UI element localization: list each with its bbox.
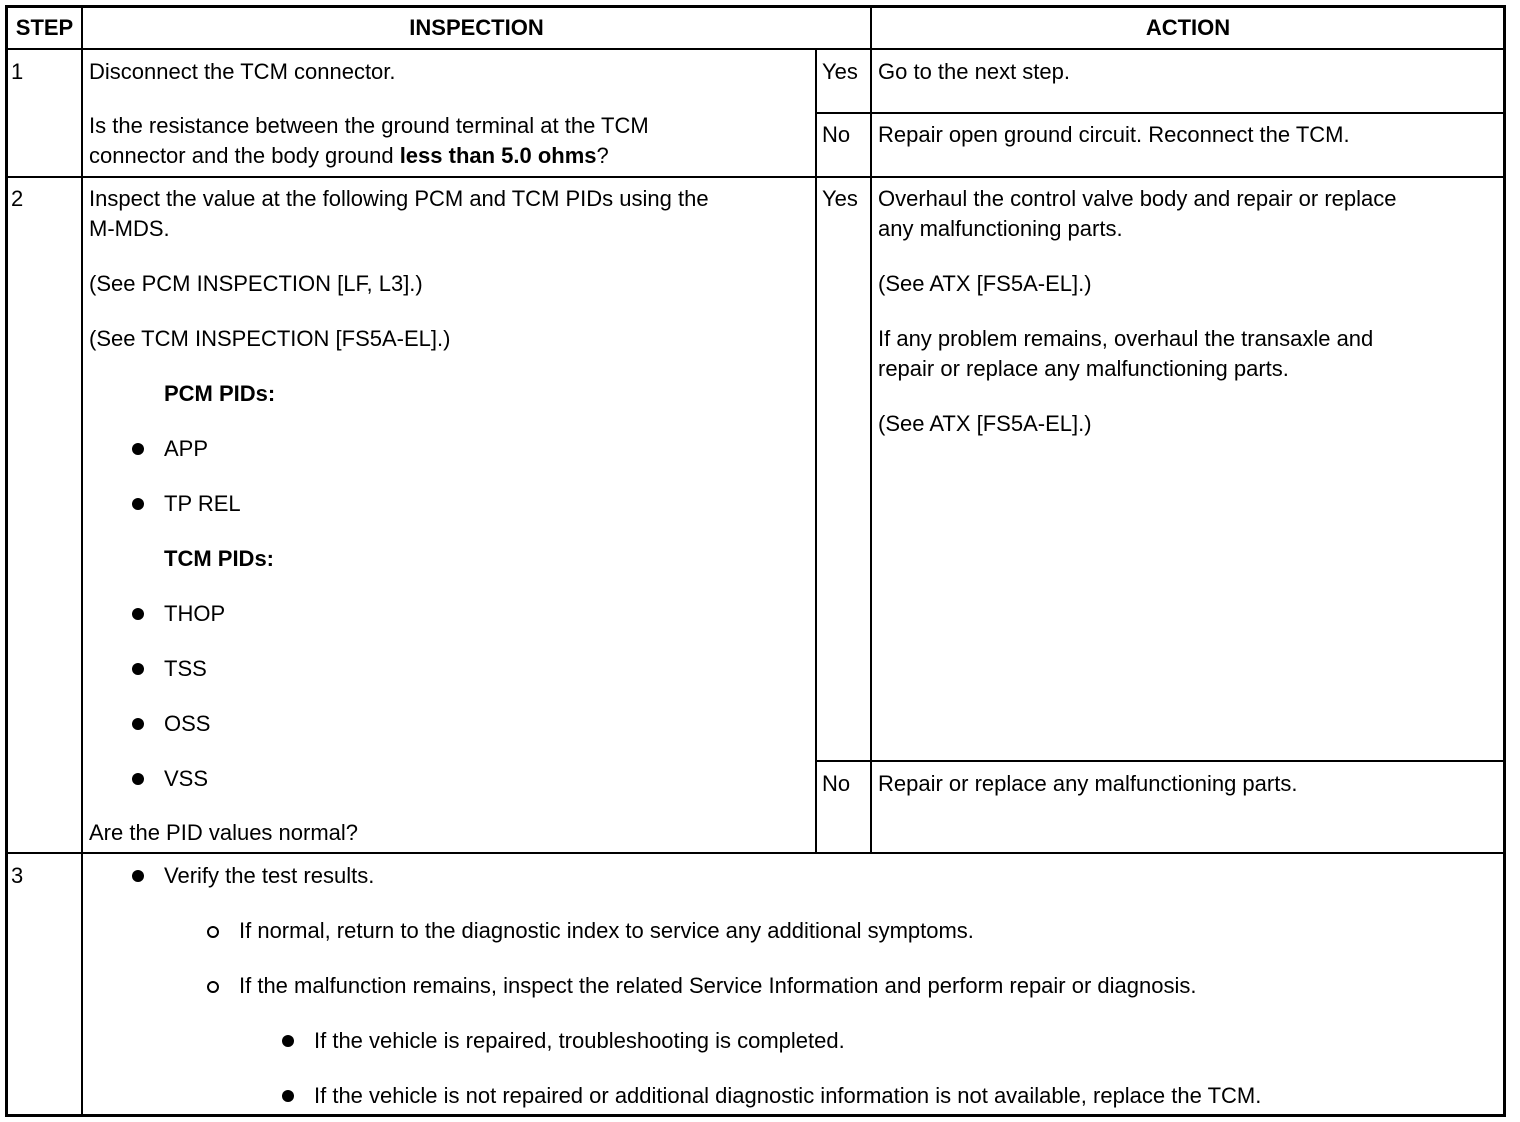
header-action: ACTION	[1145, 15, 1231, 40]
step-number: 1	[11, 59, 24, 84]
yes-label: Yes	[822, 59, 858, 84]
bullet-icon	[132, 663, 144, 675]
no-label: No	[822, 771, 851, 796]
bullet-icon	[132, 773, 144, 785]
result-subitem: If the malfunction remains, inspect the related Service Information and perform repair or diagnosis.	[239, 973, 1197, 998]
column-divider	[81, 6, 83, 1116]
pid-item: OSS	[164, 711, 211, 736]
step-number: 2	[11, 186, 24, 211]
bullet-icon	[132, 498, 144, 510]
action-text: If any problem remains, overhaul the transaxle and	[878, 326, 1374, 351]
action-text: any malfunctioning parts.	[878, 216, 1123, 241]
row-divider	[6, 852, 1505, 854]
result-subsubitem: If the vehicle is repaired, troubleshooting is completed.	[314, 1028, 845, 1053]
action-text: Go to the next step.	[878, 59, 1071, 84]
yes-label: Yes	[822, 186, 858, 211]
pcm-pids-heading: PCM PIDs:	[164, 381, 276, 406]
reference-text: (See ATX [FS5A-EL].)	[878, 411, 1092, 436]
inspection-text: Inspect the value at the following PCM and TCM PIDs using the	[89, 186, 709, 211]
inspection-text: Disconnect the TCM connector.	[89, 59, 396, 84]
circle-bullet-icon	[207, 981, 219, 993]
inspection-question: connector and the body ground less than 5.0 ohms?	[89, 143, 609, 168]
inspection-question: Is the resistance between the ground terminal at the TCM	[89, 113, 649, 138]
inspection-question: Are the PID values normal?	[89, 820, 359, 845]
column-divider	[815, 48, 817, 853]
pid-item: TSS	[164, 656, 207, 681]
result-subitem: If normal, return to the diagnostic index to service any additional symptoms.	[239, 918, 974, 943]
row-divider	[816, 112, 1505, 114]
pid-item: VSS	[164, 766, 209, 791]
pid-item: THOP	[164, 601, 226, 626]
bullet-icon	[282, 1090, 294, 1102]
bullet-icon	[282, 1035, 294, 1047]
action-text: Repair open ground circuit. Reconnect the TCM.	[878, 122, 1350, 147]
threshold-value: less than 5.0 ohms	[399, 143, 597, 168]
bullet-icon	[132, 870, 144, 882]
bullet-icon	[132, 718, 144, 730]
row-divider	[6, 176, 1505, 178]
reference-text: (See TCM INSPECTION [FS5A-EL].)	[89, 326, 451, 351]
header-inspection: INSPECTION	[409, 15, 544, 40]
action-text: Overhaul the control valve body and repair or replace	[878, 186, 1397, 211]
reference-text: (See PCM INSPECTION [LF, L3].)	[89, 271, 423, 296]
bullet-icon	[132, 608, 144, 620]
action-text: repair or replace any malfunctioning parts.	[878, 356, 1289, 381]
no-label: No	[822, 122, 851, 147]
bullet-icon	[132, 443, 144, 455]
column-divider	[870, 6, 872, 853]
pid-item: APP	[164, 436, 209, 461]
action-text: Repair or replace any malfunctioning parts.	[878, 771, 1298, 796]
row-divider	[816, 760, 1505, 762]
pid-item: TP REL	[164, 491, 241, 516]
result-subsubitem: If the vehicle is not repaired or additional diagnostic information is not available, replace the TCM.	[314, 1083, 1262, 1108]
header-step: STEP	[15, 15, 74, 40]
step-number: 3	[11, 863, 24, 888]
result-item: Verify the test results.	[164, 863, 375, 888]
tcm-pids-heading: TCM PIDs:	[164, 546, 274, 571]
reference-text: (See ATX [FS5A-EL].)	[878, 271, 1092, 296]
circle-bullet-icon	[207, 926, 219, 938]
inspection-text: M-MDS.	[89, 216, 170, 241]
row-divider	[6, 48, 1505, 50]
